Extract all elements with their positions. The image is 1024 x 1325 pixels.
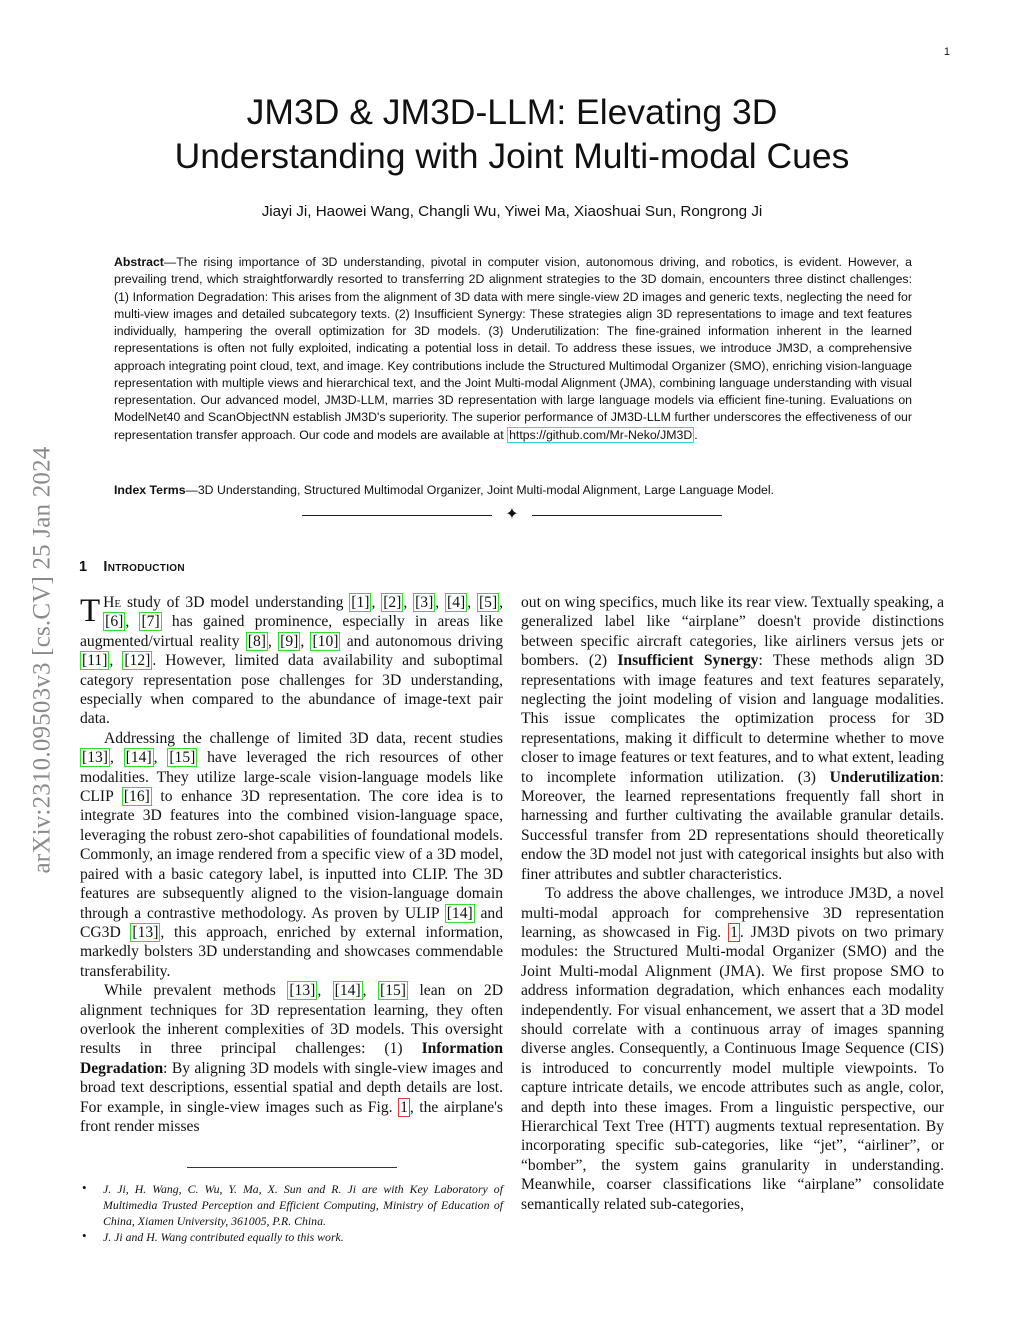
citation-link[interactable]: [5] — [478, 594, 498, 611]
abstract-text: —The rising importance of 3D understanding, pivotal in computer vision, autonomous driving, and robotics, is evident. However, a prevailing trend, which straightforwardly resorted to transferring 2D alignment strategies to the 3D domain, encounters three distinct challenges: (1) Information Degradation: This arises from the alignment of 3D data with mere single-view 2D images and generic texts, neglecting the need for multi-view images and detailed subcategory texts. (2) Insufficient Synergy: These strategies align 3D representations to image and text features individually, hampering the overall optimization for 3D models. (3) Underutilization: The fine-grained information inherent in the learned representations is often not fully exploited, indicating a potential loss in detail. To address these issues, we introduce JM3D, a comprehensive approach integrating point cloud, text, and image. Key contributions include the Structured Multimodal Organizer (SMO), enriching vision-language representation with multiple views and hierarchical text, and the Joint Multi-modal Alignment (JMA), combining language understanding with visual representation. Our advanced model, JM3D-LLM, marries 3D representation with large language models via efficient fine-tuning. Evaluations on ModelNet40 and ScanObjectNN establish JM3D's superiority. The superior performance of JM3D-LLM further underscores the effectiveness of our representation transfer approach. Our code and models are available at — [114, 255, 912, 442]
citation-link[interactable]: [14] — [125, 749, 152, 767]
citation-link[interactable]: [13] — [82, 749, 108, 767]
citation-link[interactable]: [8] — [247, 632, 266, 650]
section-title: Introduction — [103, 559, 185, 575]
citation-link[interactable]: [3] — [415, 594, 434, 611]
text-run: has gained prominence, especially in areas like augmented/virtual reality — [80, 613, 503, 650]
citation-link[interactable]: [1] — [351, 594, 370, 611]
figure-link[interactable]: 1 — [400, 1098, 408, 1116]
index-terms — [114, 482, 912, 499]
paragraph — [80, 981, 503, 1136]
paper-title — [100, 90, 924, 178]
text-run: . However, limited data availability and suboptimal category representation pose challenges for 3D understanding, especially when compared to the abundance of image-text pair data. — [80, 652, 503, 728]
arxiv-identifier: arXiv:2310.09503v3 [cs.CV] 25 Jan 2024 — [28, 446, 55, 874]
title-line-1: JM3D & JM3D-LLM: Elevating 3D — [246, 92, 778, 132]
text-run: study of 3D model understanding — [121, 594, 350, 611]
bullet-icon: • — [82, 1180, 87, 1195]
section-divider — [302, 506, 722, 526]
text-run: : Moreover, the learned representations frequently fall short in harnessing and further cultivating the available granular details. Successful transfer from 2D representations should theoretically endow the 3D model not just with categorical insights but also with finer attributes and subtler characteristics. — [521, 768, 944, 883]
bold-term: Insufficient Synergy — [617, 652, 759, 670]
left-column — [80, 593, 503, 1136]
text-run: , this approach, enriched by external information, markedly bolsters 3D understanding and showcases commendable transferability. — [80, 923, 504, 980]
author-list: Jiayi Ji, Haowei Wang, Changli Wu, Yiwei Ma, Xiaoshuai Sun, Rongrong Ji — [261, 203, 763, 220]
citation-link[interactable]: [14] — [334, 982, 361, 1000]
paragraph — [521, 884, 944, 1214]
page-number: 1 — [943, 46, 950, 58]
citation-link[interactable]: [16] — [123, 788, 150, 806]
citation-link[interactable]: [13] — [289, 982, 316, 1000]
index-terms-label: Index Terms — [114, 483, 186, 497]
text-run: , — [109, 652, 123, 670]
abstract-end: . — [694, 427, 698, 442]
citation-link[interactable]: [4] — [447, 594, 466, 611]
section-number: 1 — [79, 559, 88, 575]
text-run: and autonomous driving — [340, 632, 504, 650]
citation-link[interactable]: [15] — [169, 749, 196, 767]
paragraph — [80, 729, 503, 981]
bullet-icon: • — [82, 1228, 87, 1243]
text-run: Addressing the challenge of limited 3D data, recent studies — [104, 729, 503, 747]
text-run: To address the above challenges, we introduce JM3D, a novel multi-modal approach for comprehensive 3D representation learning, as showcased in Fig. — [521, 885, 944, 941]
citation-link[interactable]: [15] — [380, 982, 406, 1000]
text-run: , — [317, 982, 333, 1000]
paragraph — [80, 593, 503, 729]
text-run: , — [362, 982, 379, 1000]
footnote-text: J. Ji and H. Wang contributed equally to this work. — [103, 1230, 344, 1244]
text-run: , — [467, 594, 472, 611]
section-heading — [79, 559, 185, 575]
code-link[interactable]: https://github.com/Mr-Neko/JM3D — [509, 427, 693, 442]
drop-cap: T — [80, 593, 101, 629]
text-run: . JM3D pivots on two primary modules: the Structured Multi-modal Organizer (SMO) and the Joint Multi-modal Alignment (JMA). We first propose SMO to address information degradation, which enhances each modality independently. For visual enhancement, we assert that a 3D model should correlate with a continuous array of images spanning diverse angles. Consequently, a Continuous Image Sequence (CIS) is introduced to concurrently model multiple viewpoints. To capture intricate details, we encode attributes such as angle, color, and depth into these images. From a linguistic perspective, our Hierarchical Text Tree (HTT) augments textual representation. By incorporating specific sub-categories, like “jet”, “airliner”, or “bomber”, the system gains granularity in understanding. Meanwhile, coarser classifications like “airplane” consolidate semantically related sub-categories, — [521, 923, 945, 1213]
abstract — [114, 254, 912, 444]
abstract-label: Abstract — [114, 255, 164, 269]
citation-link[interactable]: [14] — [446, 904, 473, 922]
footnote-item — [80, 1181, 503, 1229]
text-run: and CG3D — [80, 904, 503, 941]
divider-rule-left — [302, 515, 492, 516]
drop-cap-continuation: He — [103, 594, 122, 611]
text-run: , the airplane's front render misses — [80, 1098, 503, 1135]
footnote-item — [80, 1229, 503, 1245]
text-run: , — [153, 749, 168, 767]
footnotes — [80, 1181, 503, 1245]
text-run: , — [435, 594, 446, 611]
right-column — [521, 593, 944, 1214]
citation-link[interactable]: [12] — [124, 652, 151, 670]
arxiv-side-stamp — [10, 360, 74, 960]
text-run: , — [109, 749, 124, 767]
figure-link[interactable]: 1 — [730, 923, 738, 941]
text-run: : These methods align 3D representations with image features and text features separately, neglecting the joint modeling of vision and language modalities. This issue complicates the optimization process for 3D representations, making it difficult to determine whether to move closer to image features or text features, and to what extent, leading to incomplete information utilization. (3) — [521, 652, 944, 786]
text-run: , — [300, 632, 311, 650]
text-run: While prevalent methods — [104, 982, 288, 1000]
text-run: to enhance 3D representation. The core idea is to integrate 3D features into the combined vision-language space, leveraging the robust zero-shot capabilities of foundational models. Commonly, an image rendered from a specific view of a 3D model, paired with a basic category label, is inputted into CLIP. The 3D features are subsequently aligned to the vision-language domain through a contrastive methodology. As proven by ULIP — [80, 788, 503, 922]
citation-link[interactable]: [13] — [132, 923, 159, 941]
title-line-2: Understanding with Joint Multi-modal Cues — [174, 136, 850, 176]
citation-link[interactable]: [10] — [312, 632, 339, 650]
footnote-text: J. Ji, H. Wang, C. Wu, Y. Ma, X. Sun and R. Ji are with Key Laboratory of Multimedia Trusted Perception and Efficient Computing, Ministry of Education of China, Xiamen University, 361005, P.R. China. — [103, 1182, 503, 1228]
text-run: have leveraged the rich resources of other modalities. They utilize large-scale vision-language models like CLIP — [80, 749, 504, 806]
footnote-rule — [187, 1167, 397, 1168]
text-run: lean on 2D alignment techniques for 3D representation learning, they often overlook the inherent complexities of 3D models. This oversight results in three principal challenges: (1) — [80, 982, 503, 1058]
text-run: : By aligning 3D models with single-view images and broad text descriptions, essential spatial and depth details are lost. For example, in single-view images such as Fig. — [80, 1059, 503, 1116]
divider-star-icon: ✦ — [505, 506, 519, 523]
text-run: , — [403, 594, 414, 611]
index-terms-text: —3D Understanding, Structured Multimodal Organizer, Joint Multi-modal Alignment, Large Language Model. — [185, 483, 775, 497]
citation-link[interactable]: [7] — [141, 613, 160, 631]
text-run: , — [371, 594, 382, 611]
citation-link[interactable]: [11] — [82, 652, 108, 670]
text-run: , — [499, 594, 504, 611]
divider-rule-right — [532, 515, 722, 516]
bold-term: Underutilization — [829, 768, 940, 786]
text-run: out on wing specifics, much like its rear view. Textually speaking, a generalized label like “airplane” doesn't provide distinctions between specific aircraft categories, like airliners versus jets or bombers. (2) — [521, 594, 944, 670]
text-run: , — [125, 613, 140, 631]
citation-link[interactable]: [2] — [383, 594, 402, 611]
citation-link[interactable]: [9] — [280, 632, 299, 650]
bold-term: Information Degradation — [80, 1040, 503, 1077]
citation-link[interactable]: [6] — [105, 613, 124, 631]
text-run: , — [267, 632, 279, 650]
paragraph — [521, 593, 944, 884]
